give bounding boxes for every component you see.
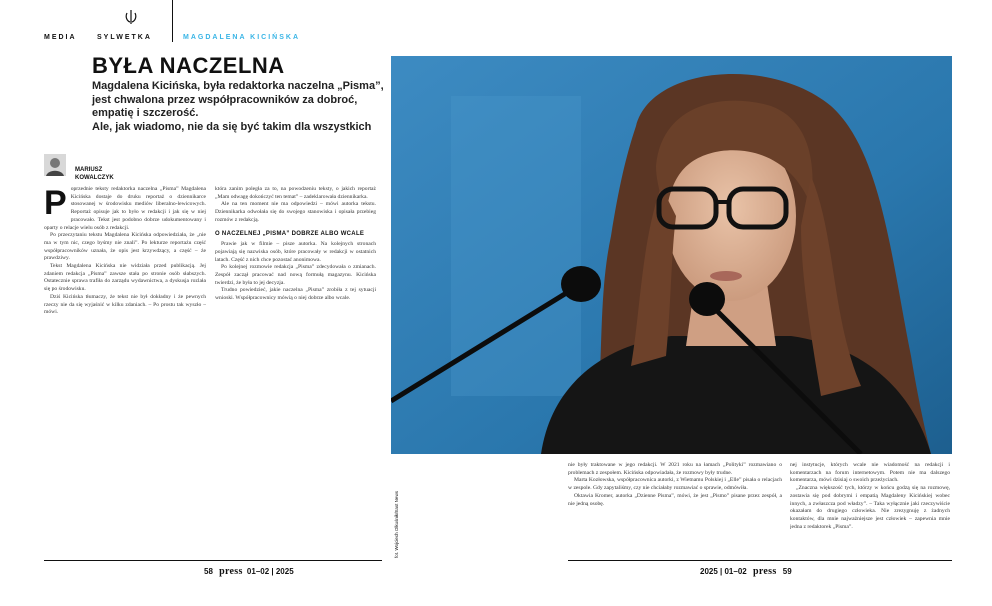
- press-logo-right: press: [752, 566, 777, 577]
- paragraph: nie były traktowane w jego redakcji. W 2021 roku na łamach „Polityki” rozmawiano o problemach z zespołem. Kicińska odpowiadała, że rozmowy były trudne.: [568, 462, 782, 476]
- article-title: BYŁA NACZELNA: [92, 53, 285, 78]
- paragraph: Prawie jak w filmie – pisze autorka. Na kolejnych stronach pojawiają się nazwiska osób, które pracowały w redakcji w ostatnich latach. Część z nich chce pozostać anonimowa.: [215, 241, 376, 263]
- paragraph: Ale na ten moment nie ma odpowiedzi – mówi autorka tekstu. Dziennikarka odwołała się do swojego stanowiska i opisała przebieg rozmów z redakcją.: [215, 201, 376, 223]
- photo-credit: fot. Wojciech Olkuśnik/East News: [394, 491, 399, 558]
- paragraph: Tekst Magdalena Kicińska nie widziała przed publikacją. Jej zdaniem redakcja „Pisma” zawsze stała po stronie osób słabszych. Ostatecznie sprawa trafiła do zarządu wydawnictwa, a dyskusja rozlała się po środowisku.: [44, 263, 206, 293]
- subhead: O NACZELNEJ „PISMA” DOBRZE ALBO WCALE: [215, 230, 365, 237]
- footer-right: [700, 566, 792, 577]
- paragraph: nej instytucje, których wcale nie wiadomość na redakcji i komentarzach na forum internetowym. Potem nie ma dalszego komentarza, mówi dzisiaj o swoich przeżyciach.: [790, 462, 950, 484]
- text-column-3: [568, 462, 782, 556]
- footer-rule-right: [568, 560, 952, 561]
- article-lead: [92, 80, 392, 134]
- author-avatar: [44, 154, 66, 176]
- footer-left: [204, 566, 294, 577]
- paragraph: Marta Kozłowska, współpracownica autorki, z Wietnamu Polskiej i „Elle” pisała o relacjach w zespole. Gdy zapytaliśmy, czy nie chciałaby rozmawiać o sprawie, odmówiła.: [568, 477, 782, 492]
- issue-right: 2025 | 01–02: [700, 567, 747, 576]
- lead-line: Ale, jak wiadomo, nie da się być takim dla wszystkich: [92, 120, 372, 133]
- dropcap: P: [44, 186, 67, 222]
- paragraph: która zanim poległa za to, na powodzeniu teksty, o jakich reportaż „Mam odwagę dokończyć ten temat” – zadeklarowała dziennikarka.: [215, 186, 376, 200]
- byline-first: MARIUSZ: [75, 167, 103, 173]
- section-label: MEDIA: [44, 34, 77, 41]
- byline: [75, 167, 114, 182]
- header-author: MAGDALENA KICIŃSKA: [183, 34, 301, 41]
- portrait-photo: [391, 56, 952, 454]
- header-divider: [172, 0, 173, 42]
- paragraph: Oktawia Kromer, autorka „Dzienne Pisma”, mówi, że jest „Pismo” pisane przez zespół, a nie jedną osobę.: [568, 492, 782, 507]
- issue-left: 01–02 | 2025: [246, 567, 294, 576]
- lead-line: Magdalena Kicińska, była redaktorka naczelna „Pisma”,: [92, 80, 384, 92]
- paragraph: oprzednie teksty redaktorka naczelna „Pisma” Magdalena Kicińska dostaje do druku reportaż o dziennikarce stosowanej w środowisku mediów liberalno-lewicowych. Reportaż opisuje jak to było w redakcji i jak się w niej pracowało. Tekst jest podobno dobrze udokumentowany i oparty o relacje wielu osób z redakcji.: [44, 186, 206, 231]
- press-logo-left: press: [219, 566, 243, 577]
- byline-last: KOWALCZYK: [75, 174, 114, 181]
- section-logo-icon: [124, 9, 138, 25]
- subsection-label: SYLWETKA: [97, 34, 152, 41]
- lead-line: empatię i szczerość.: [92, 107, 199, 119]
- footer-rule-left: [44, 560, 382, 561]
- page-number-right: 59: [782, 567, 792, 576]
- paragraph: „Znaczna większość tych, którzy w końcu godzą się na rozmowę, zostawia się pod dobrymi i empatią Magdaleny Kicińskiej wobec innych, a zwłaszcza pod władzy”. – Taka wyłącznie jaki rzeczywiście okazałam do drugiego człowieka. Nie zrezygnuję z żadnych kontaktów, dla mnie najważniejsze jest człowiek – zapewnia mnie jedna z redaktorek „Pisma”.: [790, 485, 950, 530]
- paragraph: Trudno powiedzieć, jakie naczelna „Pisma” zrobiła z tej sytuacji wnioski. Współpracownicy mówią o niej dobrze albo wcale.: [215, 287, 376, 302]
- paragraph: Po kolejnej rozmowie redakcja „Pisma” zdecydowała o zmianach. Zespół zaczął pracować nad nową formułą magazynu. Kicińska twierdzi, że była to jej decyzja.: [215, 264, 376, 286]
- paragraph: Po przeczytaniu tekstu Magdalena Kicińska odpowiedziała, że „nie ma w tym nic, czego byśmy nie znali”. Po lekturze reportażu część współpracowników uznała, że opis jest krzywdzący, a część – że prawdziwy.: [44, 232, 206, 262]
- page-number-left: 58: [204, 567, 213, 576]
- paragraph: Dziś Kicińska tłumaczy, że tekst nie był dokładny i że pewnych rzeczy nie da się wyjaśnić w kilku zdaniach. – Po prostu tak wyszło – mówi.: [44, 293, 206, 316]
- text-column-4: [790, 462, 950, 556]
- lead-line: jest chwalona przez współpracowników za dobroć,: [92, 93, 358, 106]
- text-column-1: [44, 186, 206, 556]
- text-column-2: [215, 186, 376, 556]
